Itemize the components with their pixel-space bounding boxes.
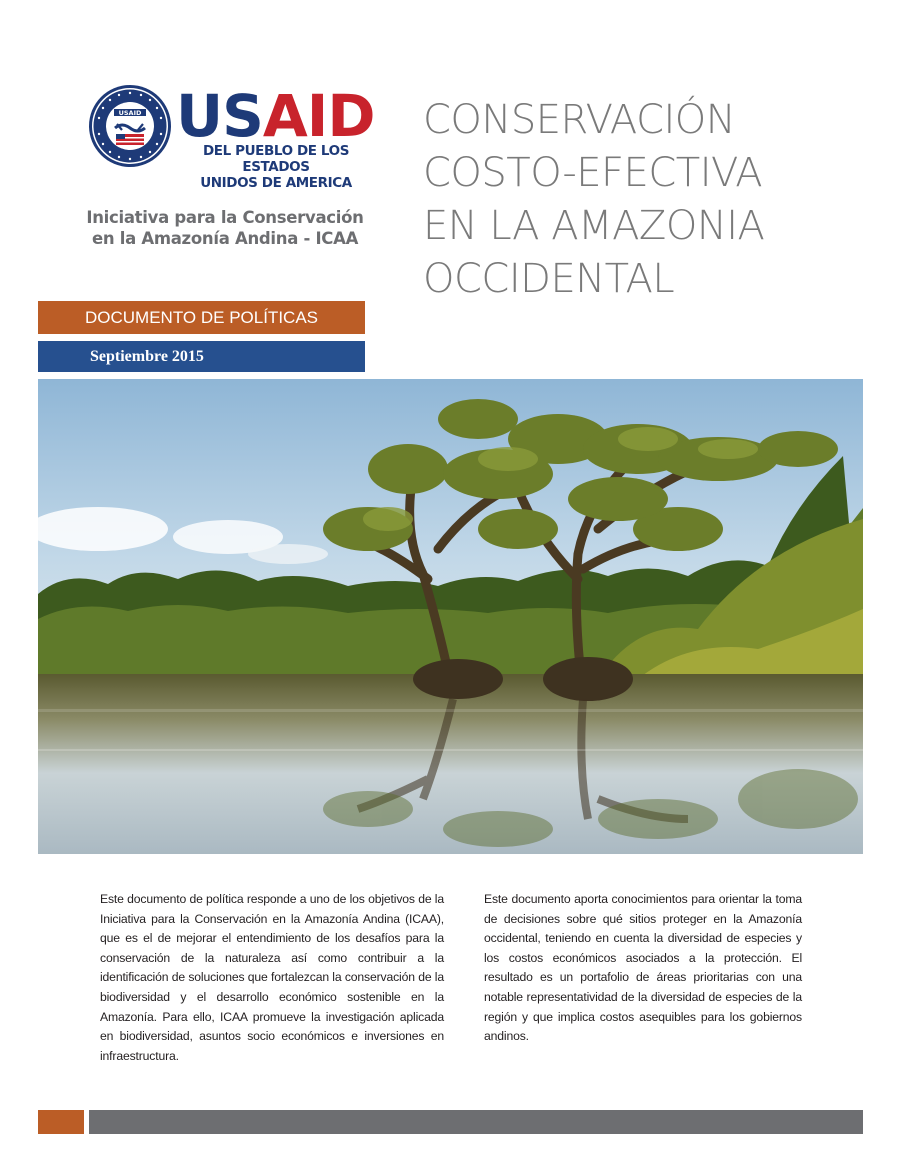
initiative-line-2: en la Amazonía Andina - ICAA <box>91 229 359 248</box>
usaid-wordmark <box>176 82 375 150</box>
footer-bar-gray <box>89 1110 863 1134</box>
initiative-name <box>80 207 370 249</box>
wordmark-aid: AID <box>262 82 375 150</box>
usaid-seal-icon <box>88 84 172 168</box>
tagline-line-2: UNIDOS DE AMERICA <box>200 175 352 191</box>
usaid-tagline <box>176 143 376 191</box>
body-paragraph-right: Este documento aporta conocimientos para orientar la toma de decisiones sobre qué sitios proteger en la Amazonía occidental, teniendo en cuenta la diversidad de especies y los costos económicos asociados a la protección. El resultado es un portafolio de áreas prioritarias con una notable representatividad de la diversidad de especies de la región y que implica costos asequibles para los gobiernos andinos. <box>484 892 802 1044</box>
body-paragraph-left: Este documento de política responde a uno de los objetivos de la Iniciativa para la Conservación en la Amazonía Andina (ICAA), que es el de mejorar el entendimiento de los desafíos para la conservación de la naturaleza así como contribuir a la identificación de soluciones que fortalezcan la conservación de la biodiversidad y el desarrollo económico sostenible en la Amazonía. Para ello, ICAA promueve la investigación aplicada en biodiversidad, asuntos socio económicos e inversiones en infraestructura. <box>100 892 444 1063</box>
document-type-banner: DOCUMENTO DE POLÍTICAS <box>38 301 365 334</box>
tagline-line-1: DEL PUEBLO DE LOS ESTADOS <box>202 143 350 175</box>
title-line-1: CONSERVACIÓN <box>423 97 736 143</box>
initiative-line-1: Iniciativa para la Conservación <box>86 208 364 227</box>
seal-label: USAID <box>118 109 142 117</box>
wordmark-us: US <box>176 82 263 150</box>
footer-accent-orange <box>38 1110 84 1134</box>
document-title <box>423 94 863 306</box>
date-banner: Septiembre 2015 <box>38 341 365 372</box>
title-line-4: OCCIDENTAL <box>423 256 675 302</box>
title-line-3: EN LA AMAZONIA <box>423 203 765 249</box>
title-line-2: COSTO-EFECTIVA <box>423 150 763 196</box>
amazon-flooded-forest-photo <box>38 379 863 854</box>
